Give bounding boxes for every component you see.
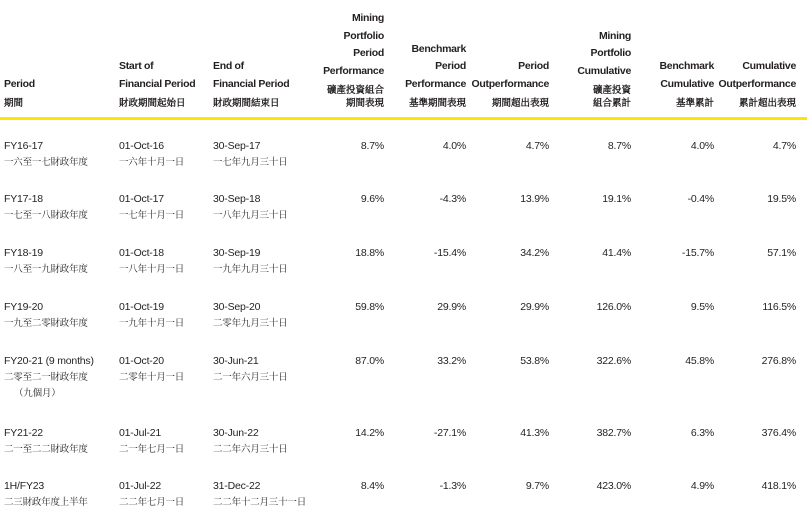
header-end [213,0,313,116]
bench-period-value: -27.1% [433,427,466,439]
header-end-zh: 財政期間結束日 [213,98,280,109]
end-cell [213,299,287,332]
header-mining-period-zh: 礦產投資組合 期間表現 [326,85,384,109]
period-label-zh: 二零至二一財政年度 [4,372,88,383]
period-label-zh: 二一至二二財政年度 [4,444,88,455]
period-label-zh-note: （九個月） [14,388,61,399]
period-label-zh: 一六至一七財政年度 [4,157,88,168]
cum-out-value: 19.5% [767,193,796,205]
period-cell [4,245,88,278]
period-label: FY21-22 [4,427,43,439]
period-out-value: 34.2% [520,247,549,259]
period-out-value: 4.7% [525,140,549,152]
bench-period-value: 29.9% [437,301,466,313]
cum-out-value: 4.7% [772,140,796,152]
mining-period-value: 87.0% [355,355,384,367]
period-label-zh: 一七至一八財政年度 [4,210,88,221]
end-date-zh: 一九年九月三十日 [213,264,288,275]
bench-period-value: -4.3% [439,193,466,205]
mining-period-value: 8.4% [360,480,384,492]
start-date-zh: 一九年十月一日 [119,318,185,329]
header-period-en: Period [4,77,35,90]
start-date: 01-Jul-21 [119,427,161,439]
end-date: 30-Sep-19 [213,247,261,259]
header-mining-cum [551,0,631,116]
mining-period-value: 59.8% [355,301,384,313]
header-start [119,0,209,116]
start-date-zh: 一六年十月一日 [119,157,185,168]
period-label: FY20-21 (9 months) [4,355,94,367]
period-label: FY17-18 [4,193,43,205]
header-bench-period [386,0,466,116]
start-date: 01-Jul-22 [119,480,161,492]
bench-cum-value: 4.0% [690,140,714,152]
end-cell [213,425,287,458]
period-label: FY18-19 [4,247,43,259]
end-cell [213,138,287,171]
header-mining-period-en: Mining Portfolio Period Performance [323,12,384,77]
start-cell [119,191,184,224]
bench-cum-value: 4.9% [690,480,714,492]
header-end-en: End of Financial Period [213,60,290,90]
bench-cum-value: -15.7% [681,247,714,259]
end-date: 30-Jun-22 [213,427,259,439]
start-date-zh: 二一年七月一日 [119,444,185,455]
end-date: 30-Jun-21 [213,355,259,367]
period-out-value: 41.3% [520,427,549,439]
period-label: FY19-20 [4,301,43,313]
start-date: 01-Oct-18 [119,247,164,259]
bench-cum-value: 6.3% [690,427,714,439]
bench-period-value: -1.3% [439,480,466,492]
cum-out-value: 276.8% [761,355,796,367]
header-period-out-en: Period Outperformance [471,60,549,90]
bench-cum-value: 45.8% [685,355,714,367]
header-cum-out-en: Cumulative Outperformance [718,60,796,90]
start-cell [119,353,184,386]
header-bench-cum [634,0,714,116]
period-out-value: 29.9% [520,301,549,313]
bench-period-value: 4.0% [442,140,466,152]
start-date: 01-Oct-17 [119,193,164,205]
start-date: 01-Oct-19 [119,301,164,313]
end-date-zh: 二一年六月三十日 [213,372,288,383]
period-out-value: 9.7% [525,480,549,492]
header-bench-cum-en: Benchmark Cumulative [659,60,714,90]
end-date-zh: 一八年九月三十日 [213,210,288,221]
start-date: 01-Oct-20 [119,355,164,367]
start-date-zh: 一八年十月一日 [119,264,185,275]
start-date-zh: 一七年十月一日 [119,210,185,221]
header-cum-out-zh: 累計超出表現 [738,98,796,109]
end-cell [213,245,287,278]
table-header [0,0,807,116]
mining-cum-value: 382.7% [596,427,631,439]
end-date: 31-Dec-22 [213,480,261,492]
mining-cum-value: 19.1% [602,193,631,205]
start-cell [119,245,184,278]
start-cell [119,478,184,511]
period-label-zh: 二三財政年度上半年 [4,497,88,508]
end-date-zh: 二二年六月三十日 [213,444,288,455]
mining-period-value: 8.7% [360,140,384,152]
mining-period-value: 18.8% [355,247,384,259]
start-cell [119,138,184,171]
mining-cum-value: 423.0% [596,480,631,492]
start-date-zh: 二二年七月一日 [119,497,185,508]
mining-cum-value: 8.7% [607,140,631,152]
period-out-value: 13.9% [520,193,549,205]
end-cell [213,353,287,386]
period-label-zh: 一八至一九財政年度 [4,264,88,275]
header-bench-period-en: Benchmark Period Performance [405,42,466,90]
header-bench-period-zh: 基準期間表現 [408,98,466,109]
mining-cum-value: 126.0% [596,301,631,313]
end-date: 30-Sep-17 [213,140,261,152]
period-label: 1H/FY23 [4,480,45,492]
end-date-zh: 一七年九月三十日 [213,157,288,168]
period-label: FY16-17 [4,140,43,152]
period-cell [4,138,88,171]
mining-cum-value: 41.4% [602,247,631,259]
period-cell [4,353,94,402]
period-cell [4,478,88,511]
end-cell [213,191,287,224]
header-cum-out [716,0,796,116]
mining-period-value: 14.2% [355,427,384,439]
start-date: 01-Oct-16 [119,140,164,152]
cum-out-value: 116.5% [762,301,796,313]
end-date-zh: 二零年九月三十日 [213,318,288,329]
period-out-value: 53.8% [520,355,549,367]
header-period-out-zh: 期間超出表現 [491,98,549,109]
cum-out-value: 57.1% [767,247,796,259]
end-date: 30-Sep-20 [213,301,261,313]
header-mining-cum-en: Mining Portfolio Cumulative [577,29,631,77]
start-cell [119,425,184,458]
header-start-zh: 財政期間起始日 [119,98,186,109]
cum-out-value: 418.1% [761,480,796,492]
period-label-zh: 一九至二零財政年度 [4,318,88,329]
header-period [4,0,104,116]
bench-period-value: -15.4% [433,247,466,259]
header-period-zh: 期間 [4,98,24,109]
bench-cum-value: 9.5% [690,301,714,313]
header-start-en: Start of Financial Period [119,60,196,90]
bench-period-value: 33.2% [437,355,466,367]
header-period-out [468,0,549,116]
period-cell [4,191,88,224]
end-cell [213,478,306,511]
header-mining-cum-zh: 礦產投資 組合累計 [592,85,631,109]
start-date-zh: 二零年十月一日 [119,372,185,383]
header-mining-period [304,0,384,116]
period-cell [4,425,88,458]
header-divider [0,117,807,120]
start-cell [119,299,184,332]
end-date: 30-Sep-18 [213,193,261,205]
period-cell [4,299,88,332]
header-bench-cum-zh: 基準累計 [675,98,714,109]
end-date-zh: 二二年十二月三十一日 [213,497,307,508]
cum-out-value: 376.4% [761,427,796,439]
bench-cum-value: -0.4% [687,193,714,205]
mining-period-value: 9.6% [360,193,384,205]
mining-cum-value: 322.6% [596,355,631,367]
